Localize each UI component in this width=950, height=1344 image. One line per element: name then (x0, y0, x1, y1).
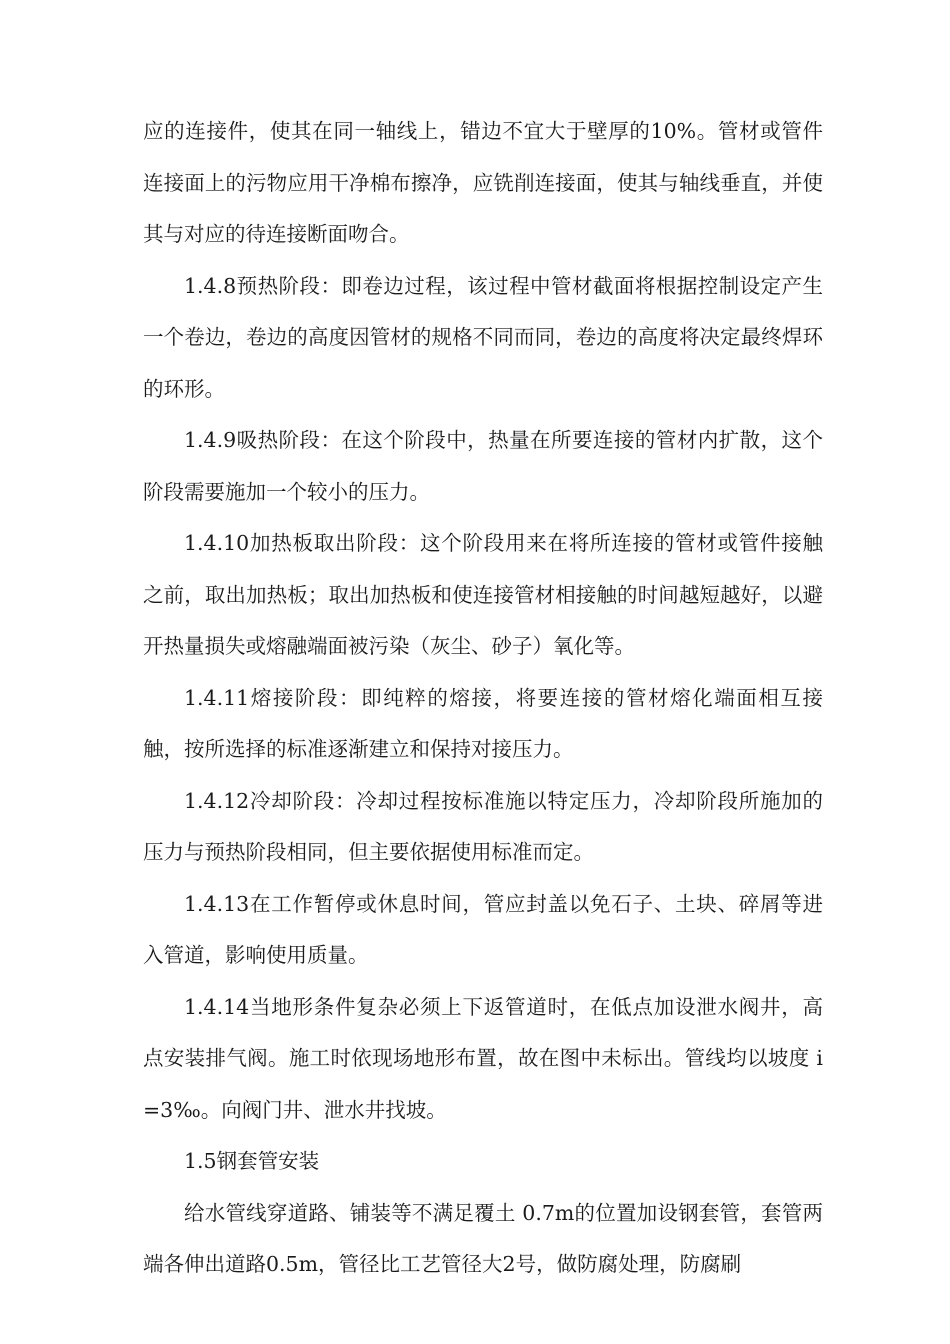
document-body (143, 106, 823, 1291)
paragraph-1-4-11: 1.4.11熔接阶段：即纯粹的熔接，将要连接的管材熔化端面相互接触，按所选择的标准逐渐建立和保持对接压力。 (143, 685, 823, 761)
paragraph-1-4-8: 1.4.8预热阶段：即卷边过程，该过程中管材截面将根据控制设定产生一个卷边，卷边的高度因管材的规格不同而同，卷边的高度将决定最终焊环的环形。 (143, 273, 823, 401)
paragraph-steel-casing: 给水管线穿道路、铺装等不满足覆土 0.7m的位置加设钢套管，套管两端各伸出道路0.5m，管径比工艺管径大2号，做防腐处理，防腐刷 (143, 1200, 823, 1276)
paragraph-1-4-9: 1.4.9吸热阶段：在这个阶段中，热量在所要连接的管材内扩散，这个阶段需要施加一个较小的压力。 (143, 428, 823, 504)
paragraph-1-4-14: 1.4.14当地形条件复杂必须上下返管道时，在低点加设泄水阀井，高点安装排气阀。施工时依现场地形布置，故在图中未标出。管线均以坡度 i=3‰。向阀门井、泄水井找坡。 (143, 994, 823, 1122)
paragraph-continuation: 应的连接件，使其在同一轴线上，错边不宜大于壁厚的10%。管材或管件连接面上的污物应用干净棉布擦净，应铣削连接面，使其与轴线垂直，并使其与对应的待连接断面吻合。 (143, 119, 823, 246)
section-heading-1-5: 1.5钢套管安装 (184, 1149, 320, 1173)
paragraph-1-4-10: 1.4.10加热板取出阶段：这个阶段用来在将所连接的管材或管件接触之前，取出加热板；取出加热板和使连接管材相接触的时间越短越好，以避开热量损失或熔融端面被污染（灰尘、砂子）氧化等。 (143, 531, 823, 658)
paragraph-1-4-12: 1.4.12冷却阶段：冷却过程按标准施以特定压力，冷却阶段所施加的压力与预热阶段相同，但主要依据使用标准而定。 (143, 788, 823, 864)
paragraph-1-4-13: 1.4.13在工作暂停或休息时间，管应封盖以免石子、土块、碎屑等进入管道，影响使用质量。 (143, 891, 823, 967)
